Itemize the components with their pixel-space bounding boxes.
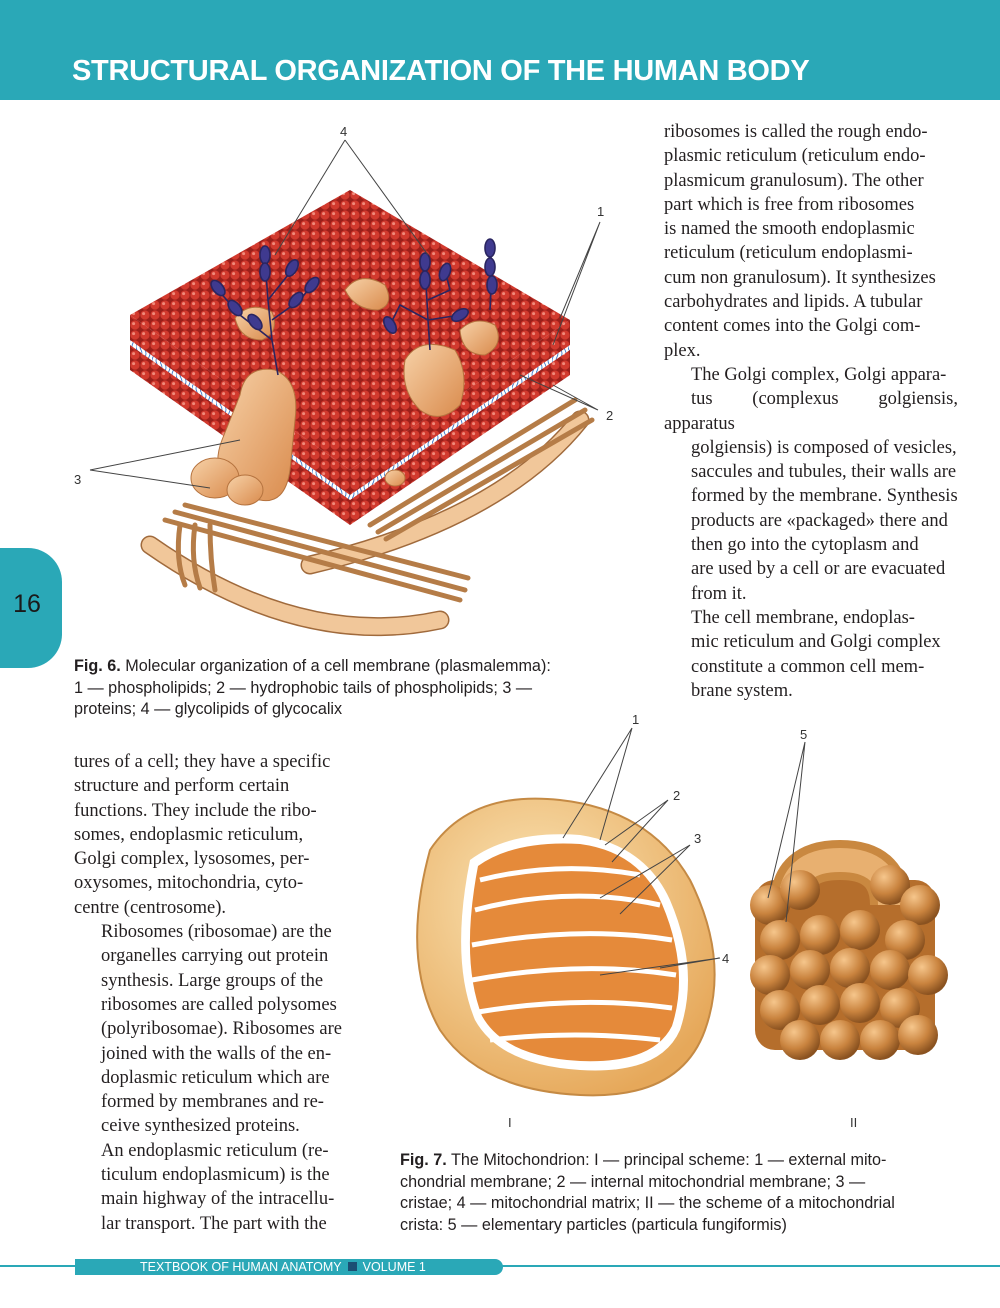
crista-particles [750, 860, 948, 1060]
fig6-caption-line: proteins; 4 — glycolipids of glycocalix [74, 700, 343, 719]
paragraph-er: An endoplasmic reticulum (re- ticulum endoplasmicum) is the main highway of the intracellu- lar transport. The part with the [101, 1140, 335, 1234]
paragraph-organelles: tures of a cell; they have a specific structure and perform certain functions. They include the ribo- somes, endoplasmic reticulum, Golgi complex, lysosomes, per- oxysomes, mitochondria, cyto- centre (centrosome). [74, 752, 331, 918]
fig7-callout-1: 1 [632, 712, 640, 727]
fig7-part-label-1: I [508, 1115, 512, 1130]
fig7-callout-2: 2 [673, 788, 681, 803]
fig6-callout-4: 4 [340, 124, 348, 139]
fig6-caption [74, 656, 634, 721]
footer-running-title [140, 1259, 426, 1275]
mitochondrion-illustration [395, 712, 955, 1135]
fig7-caption-label: Fig. 7. [400, 1151, 447, 1169]
paragraph-er-types: ribosomes is called the rough endo- plasmic reticulum (reticulum endo- plasmicum granulosum). The other part which is free from ribosomes is named the smooth endoplasmic reticulum (reticulum endoplasmi- cum non granulosum). It synthesizes carbohydrates and lipids. A tubular content comes into the Golgi com- plex. [664, 122, 936, 361]
fig7-callout-4: 4 [722, 951, 730, 966]
fig7-callout-3: 3 [694, 831, 702, 846]
footer-book-title: TEXTBOOK OF HUMAN ANATOMY [140, 1260, 342, 1274]
left-column-text [74, 750, 352, 1236]
fig6-callout-1: 1 [597, 204, 605, 219]
fig6-callout-2: 2 [606, 408, 614, 423]
right-column-text [664, 120, 958, 703]
fig6-caption-label: Fig. 6. [74, 657, 121, 675]
paragraph-membrane-system: The cell membrane, endoplas- mic reticulum and Golgi complex constitute a common cell mem- brane system. [691, 607, 941, 701]
fig6-callout-3: 3 [74, 472, 82, 487]
paragraph-golgi: The Golgi complex, Golgi appara- tus (complexus golgiensis, apparatus golgiensis) is composed of vesicles, saccules and tubules, their walls are formed by the membrane. Synthesis products are «packaged» there and then go into the cytoplasm and are used by a cell or are evacuated from it. [664, 364, 958, 604]
page-number: 16 [13, 590, 41, 618]
fig7-part-label-2: II [850, 1115, 858, 1130]
fig7-callout-5: 5 [800, 727, 808, 742]
square-bullet-icon [348, 1262, 357, 1271]
fig7-caption-line: crista: 5 — elementary particles (particula fungiformis) [400, 1215, 787, 1234]
fig7-caption-line: chondrial membrane; 2 — internal mitochondrial membrane; 3 — [400, 1172, 866, 1191]
paragraph-ribosomes: Ribosomes (ribosomae) are the organelles carrying out protein synthesis. Large groups of the ribosomes are called polysomes (polyribosomae). Ribosomes are joined with the walls of the en- doplasmic reticulum which are formed by membranes and re- ceive synthesized proteins. [101, 922, 342, 1137]
fig6-caption-line: Molecular organization of a cell membrane (plasmalemma): [125, 657, 551, 675]
footer-volume: VOLUME 1 [362, 1260, 426, 1274]
fig7-caption-line: The Mitochondrion: I — principal scheme: 1 — external mito- [451, 1151, 887, 1169]
cell-membrane-illustration [60, 110, 640, 660]
fig7-caption [400, 1150, 970, 1236]
page-header-title: STRUCTURAL ORGANIZATION OF THE HUMAN BODY [72, 55, 810, 87]
fig7-caption-line: cristae; 4 — mitochondrial matrix; II — the scheme of a mitochondrial [400, 1194, 895, 1213]
mitochondrion-section [417, 799, 714, 1096]
fig6-caption-line: 1 — phospholipids; 2 — hydrophobic tails of phospholipids; 3 — [74, 678, 533, 697]
